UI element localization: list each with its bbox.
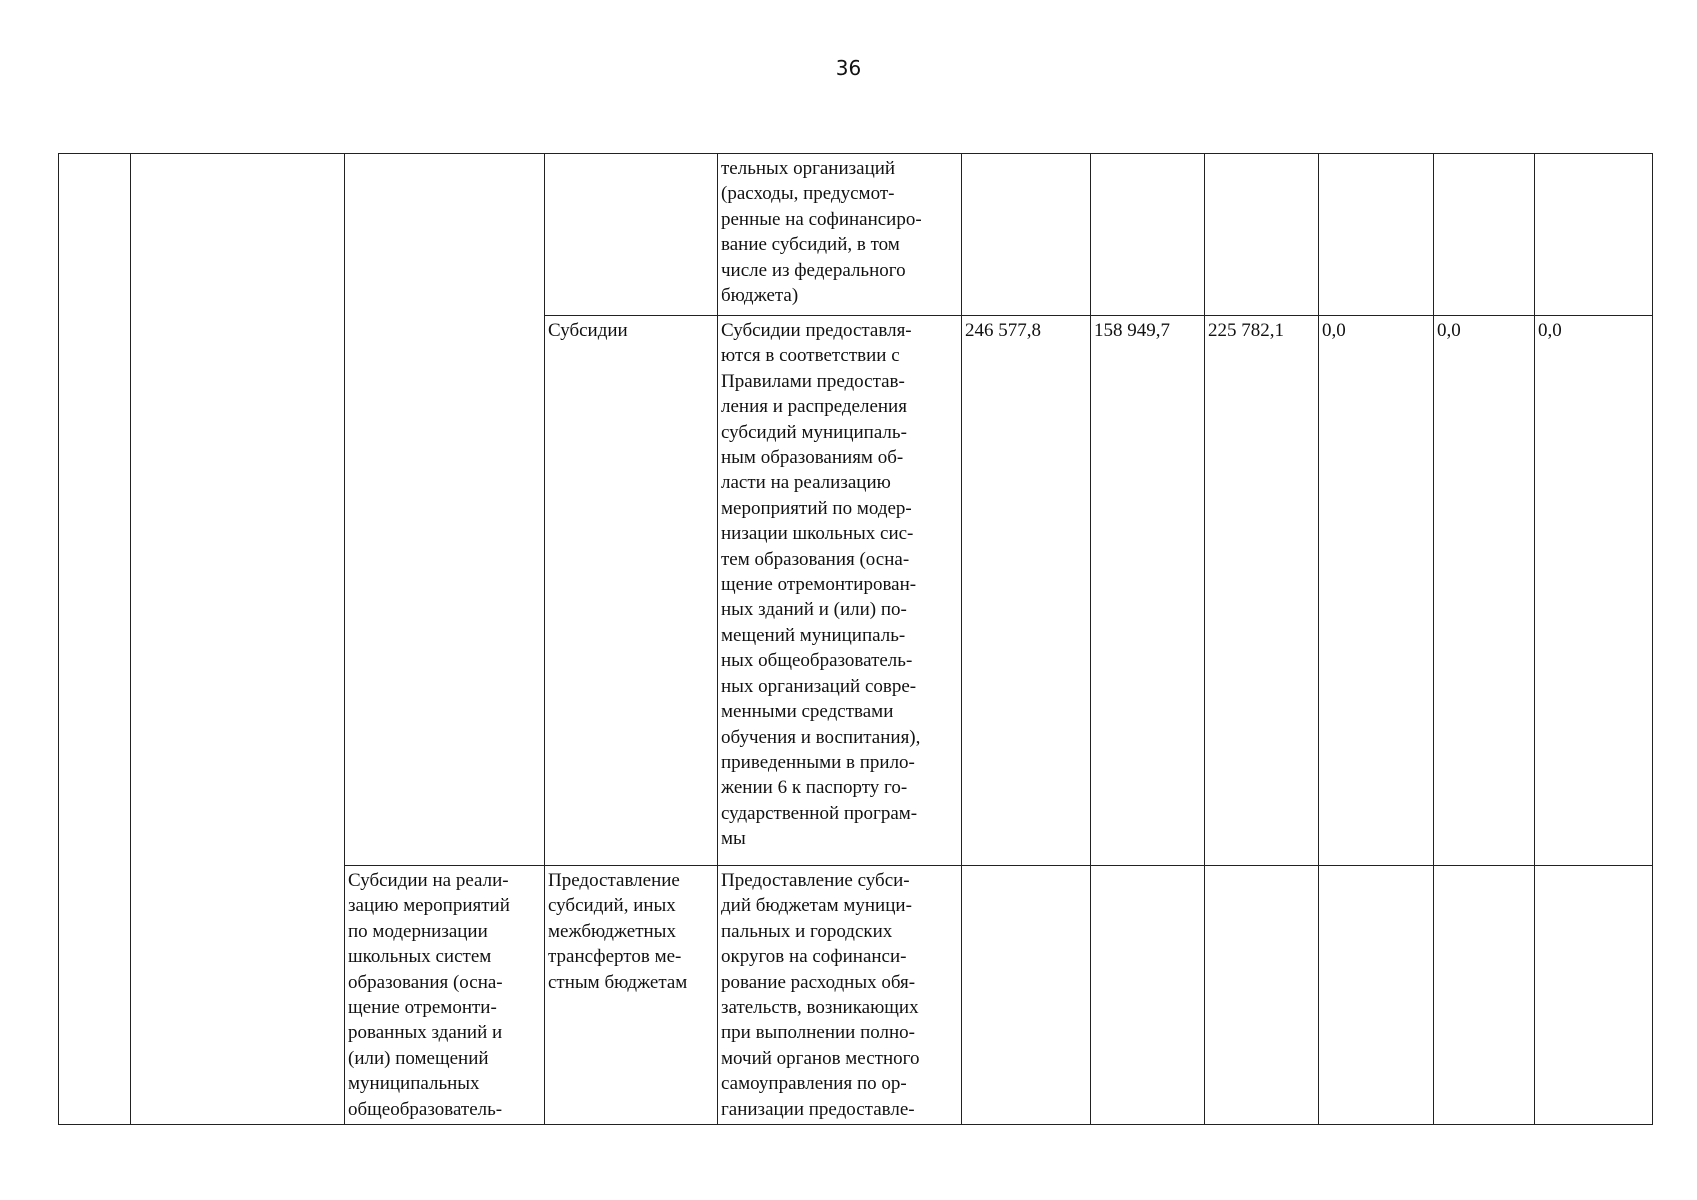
value-cell: 158 949,7: [1091, 316, 1205, 866]
table-cell: Субсидии предоставля- ются в соответствии с Правилами предостав- ления и распределения субсидий муниципаль- ным образованиям об- ласти на реализацию мероприятий по модер- низации школьных сис- тем образования (осна- щение отремонтирован- ных зданий и (или) по- мещений муниципаль- ных общеобразователь- ных организаций совре- менными средствами обучения и воспитания), приведенными в прило- жении 6 к паспорту го- сударственной програм- мы: [718, 316, 962, 866]
table-cell: [1205, 154, 1319, 316]
table-cell: [1434, 154, 1535, 316]
table-cell: [1205, 866, 1319, 1125]
table-cell: [59, 154, 131, 1125]
value-cell: 0,0: [1319, 316, 1434, 866]
table-cell: [1091, 154, 1205, 316]
value-cell: 225 782,1: [1205, 316, 1319, 866]
table-cell: [1319, 866, 1434, 1125]
table-cell: тельных организаций (расходы, предусмот- ренные на софинансиро- вание субсидий, в том числе из федерального бюджета): [718, 154, 962, 316]
table-cell: Предоставление субси- дий бюджетам муници- пальных и городских округов на софинанси- рование расходных обя- зательств, возникающих при выполнении полно- мочий органов местного самоуправления по ор- ганизации предоставле-: [718, 866, 962, 1125]
table-cell: Субсидии: [545, 316, 718, 866]
table-cell: [962, 154, 1091, 316]
value-cell: 0,0: [1434, 316, 1535, 866]
table-cell: [1434, 866, 1535, 1125]
table-cell: [962, 866, 1091, 1125]
table-cell: Субсидии на реали- зацию мероприятий по модернизации школьных систем образования (осна- щение отремонти- рованных зданий и (или) помещений муниципальных общеобразователь-: [345, 866, 545, 1125]
table-cell: Предоставление субсидий, иных межбюджетных трансфертов ме- стным бюджетам: [545, 866, 718, 1125]
table-row: [59, 154, 1653, 316]
value-cell: 246 577,8: [962, 316, 1091, 866]
table-cell: [1091, 866, 1205, 1125]
table-cell: [131, 154, 345, 1125]
table-cell: [1535, 866, 1653, 1125]
table-cell: [1319, 154, 1434, 316]
table-cell: [545, 154, 718, 316]
table-cell: [345, 154, 545, 866]
page-number: 36: [835, 56, 862, 80]
budget-table: [58, 153, 1653, 1125]
table-cell: [1535, 154, 1653, 316]
value-cell: 0,0: [1535, 316, 1653, 866]
